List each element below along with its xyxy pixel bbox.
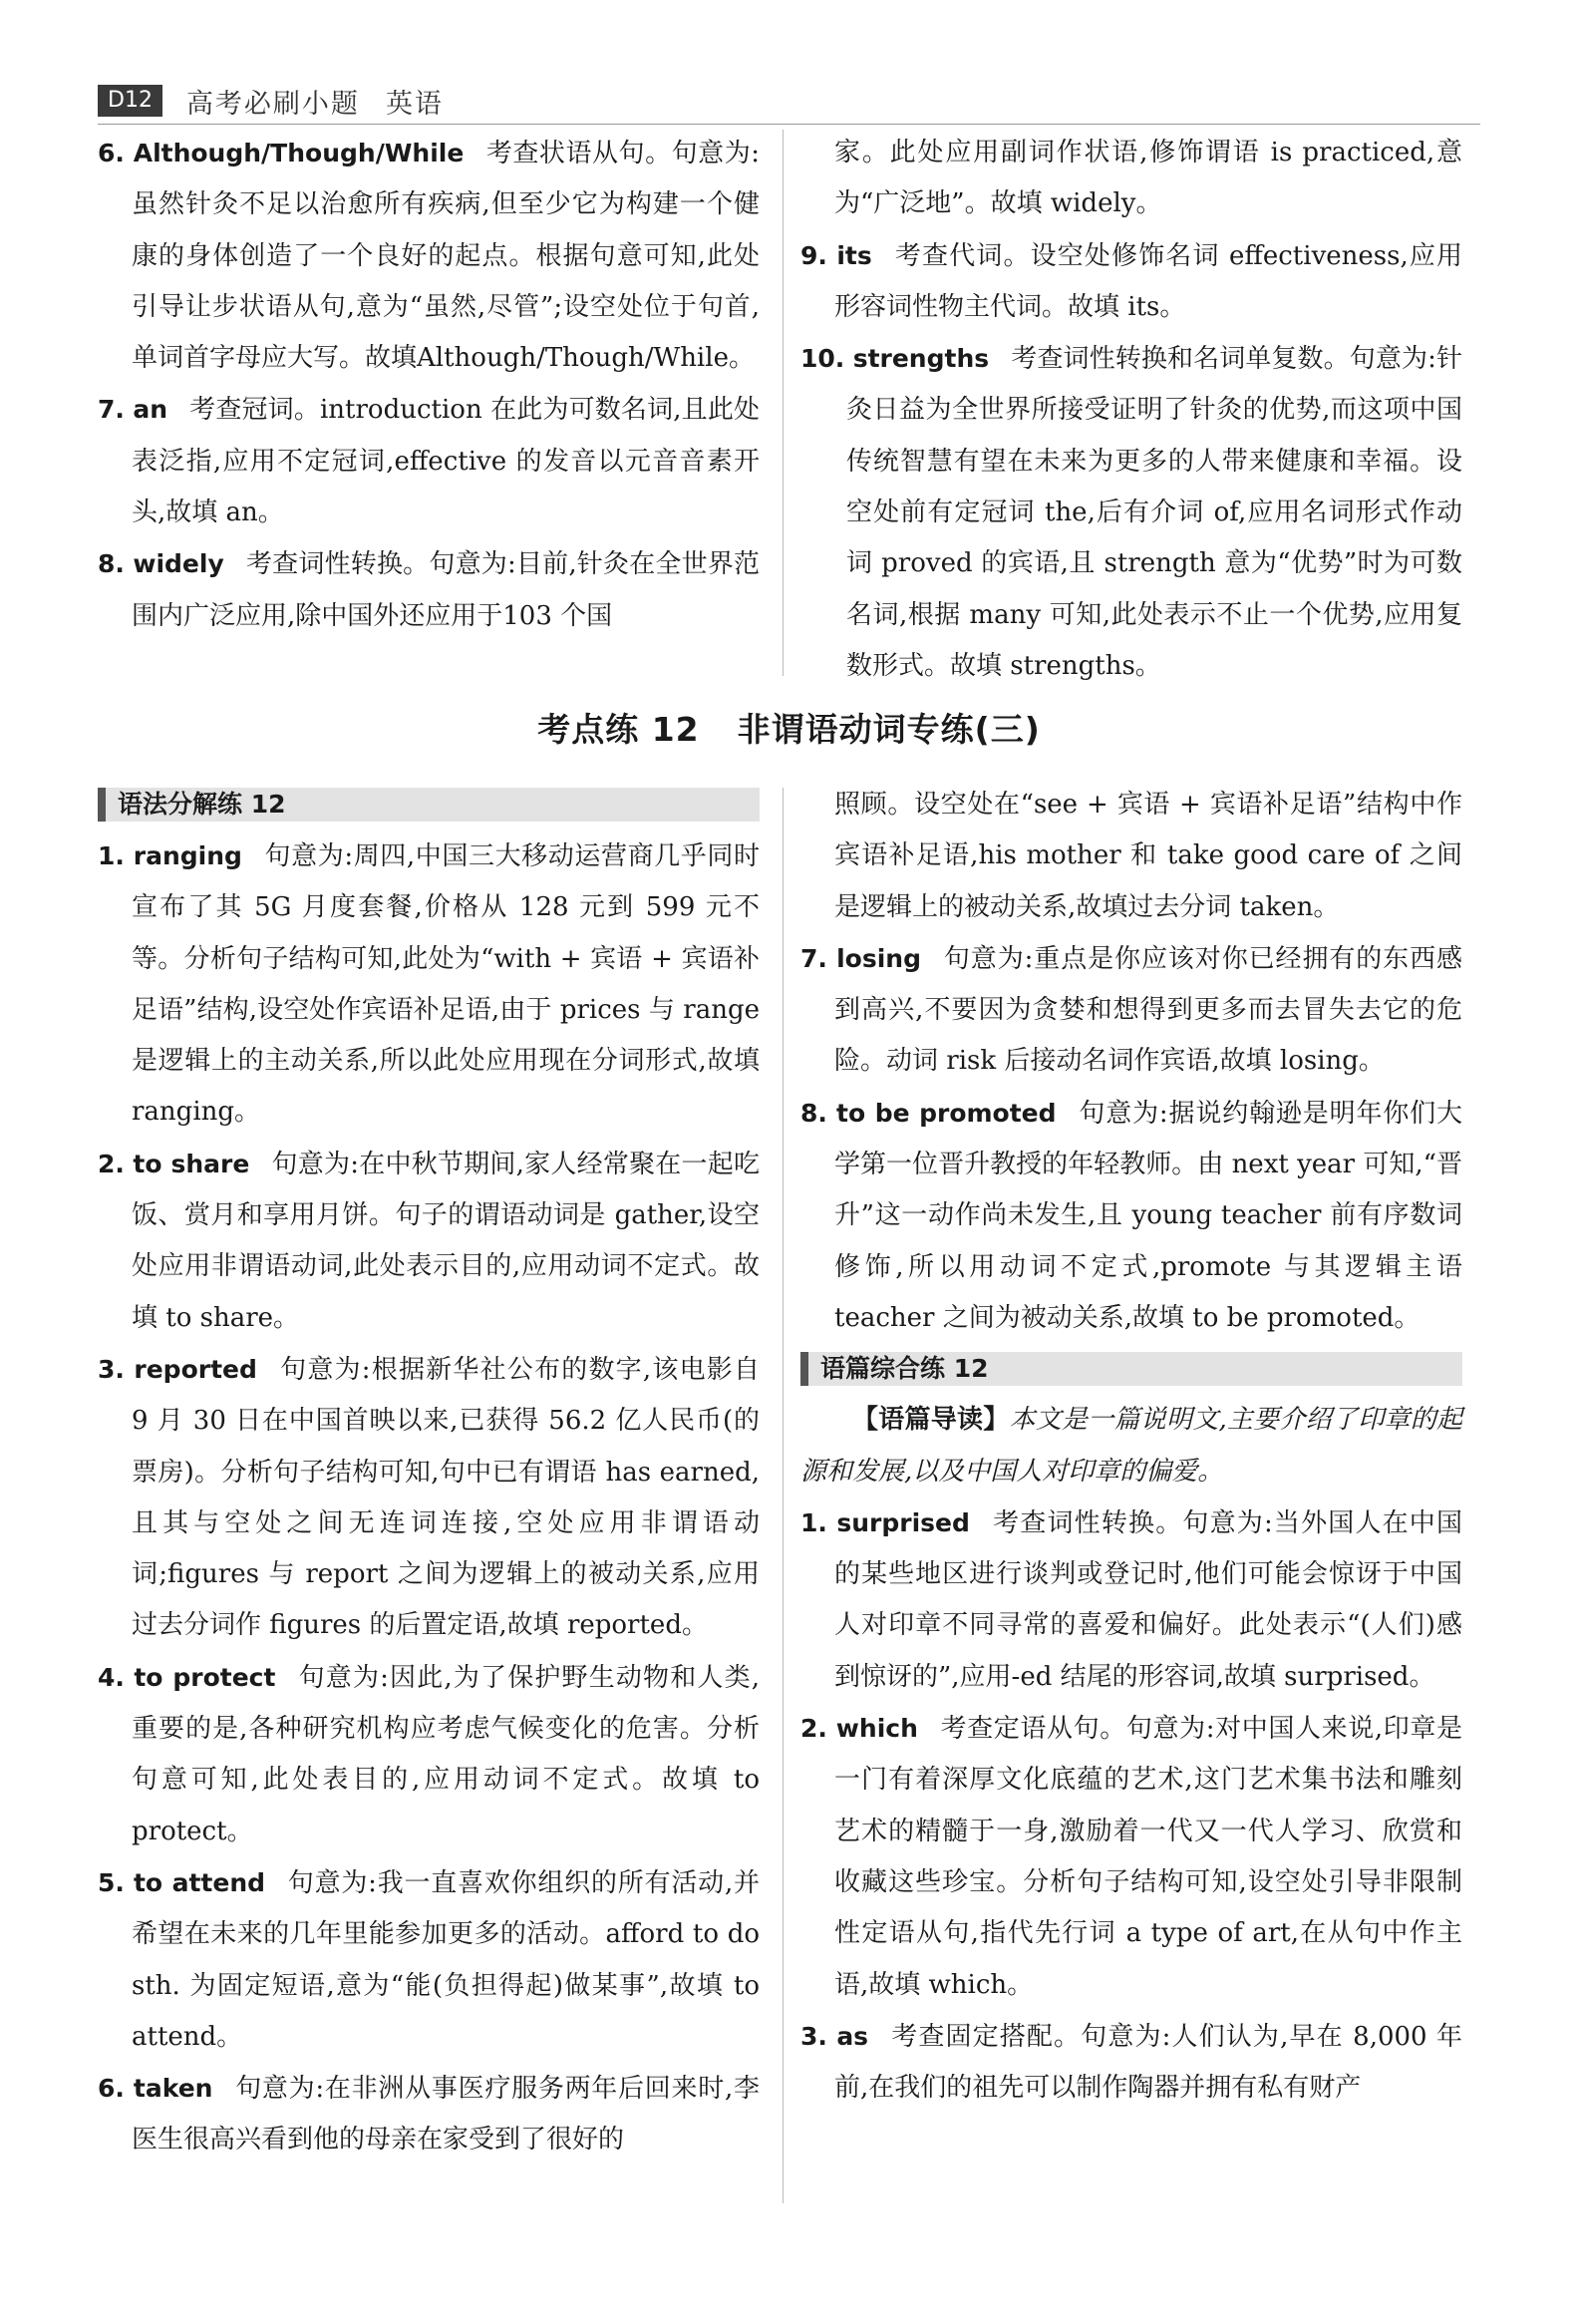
answer-item [800,2011,1462,2115]
item-number: 8. [98,549,125,579]
item-answer: surprised [836,1507,970,1537]
subject-label: 英语 [385,88,444,120]
item-explanation: 句意为:周四,中国三大移动运营商几乎同时宣布了其 5G 月度套餐,价格从 128 元到 599 元不等。分析句子结构可知,此处为“with + 宾语 + 宾语补足语”结构,设空处作宾语补足语,由于 prices 与 range 是逻辑上的主动关系,所以此处应用现在分词形式,故填 ranging。 [132,841,761,1128]
answer-item [98,1857,760,2063]
section-title-topic: 非谓语动词专练(三) [737,710,1041,749]
item-number: 2. [98,1149,125,1178]
continued-explanation: 照顾。设空处在“see + 宾语 + 宾语补足语”结构中作宾语补足语,his mother 和 take good care of 之间是逻辑上的被动关系,故填过去分词 taken。 [834,790,1462,922]
item-number: 3. [800,2021,827,2051]
column-divider-top [783,130,784,676]
item-answer: ranging [133,841,242,870]
answer-item [98,1139,760,1344]
item-number: 4. [98,1662,125,1692]
top-right-column [800,128,1462,692]
item-number: 1. [800,1507,827,1537]
item-number: 9. [800,240,827,270]
item-explanation: 考查词性转换。句意为:当外国人在中国的某些地区进行谈判或登记时,他们可能会惊讶于中国人对印章不同寻常的喜爱和偏好。此处表示“(人们)感到惊讶的”,应用-ed 结尾的形容词,故填 surprised。 [834,1507,1462,1692]
answer-item [98,1652,760,1857]
answer-item [800,1088,1462,1344]
item-explanation: 句意为:在中秋节期间,家人经常聚在一起吃饭、赏月和享用月饼。句子的谓语动词是 gather,设空处应用非谓语动词,此处表示目的,应用动词不定式。故填 to share。 [132,1149,760,1333]
item-answer: to be promoted [836,1098,1057,1128]
passage-section-label: 语篇综合练 12 [800,1352,1462,1386]
item-explanation: 句意为:根据新华社公布的数字,该电影自 9 月 30 日在中国首映以来,已获得 56.2 亿人民币(的票房)。分析句子结构可知,句中已有谓语 has earned,且其与空处之间无连词连接,空处应用非谓语动词;figures 与 report 之间为逻辑上的被动关系,应用过去分词作 figures 的后置定语,故填 reported。 [132,1354,760,1641]
item-answer: strengths [852,344,990,374]
item-answer: widely [133,549,224,579]
item-explanation: 句意为:据说约翰逊是明年你们大学第一位晋升教授的年轻教师。由 next year 可知,“晋升”这一动作尚未发生,且 young teacher 前有序数词修饰,所以用动词不定式,promote 与其逻辑主语 teacher 之间为被动关系,故填 to be promoted。 [834,1098,1463,1333]
grammar-left-column [98,780,760,2166]
item-explanation: 考查状语从句。句意为:虽然针灸不足以治愈所有疾病,但至少它为构建一个健康的身体创造了一个良好的起点。根据句意可知,此处引导让步状语从句,意为“虽然,尽管”;设空处位于句首,单词首字母应大写。故填Although/Though/While。 [132,139,761,374]
guide-tag: 【语篇导读】 [852,1405,1010,1436]
answer-item [800,333,1462,692]
section-title-number: 考点练 12 [537,710,700,749]
item-number: 6. [98,139,125,167]
item-answer: taken [133,2074,213,2104]
item-explanation: 考查代词。设空处修饰名词 effectiveness,应用形容词性物主代词。故填 its。 [834,240,1463,322]
answer-item [98,538,760,642]
top-left-column [98,128,760,642]
item-number: 6. [98,2074,125,2104]
item-explanation: 句意为:重点是你应该对你已经拥有的东西感到高兴,不要因为贪婪和想得到更多而去冒失去它的危险。动词 risk 后接动名词作宾语,故填 losing。 [834,943,1463,1077]
item-number: 5. [98,1867,125,1897]
answer-item [98,128,760,384]
item-number: 7. [800,943,827,973]
item-number: 2. [800,1714,827,1744]
continued-explanation: 家。此处应用副词作状语,修饰谓语 is practiced,意为“广泛地”。故填 widely。 [834,138,1462,219]
guide-text: 本文是一篇说明文,主要介绍了印章的起源和发展,以及中国人对印章的偏爱。 [800,1405,1462,1487]
item-answer: an [133,395,168,425]
answer-item [98,2063,760,2166]
item-answer: to protect [134,1662,276,1692]
item-explanation: 句意为:因此,为了保护野生动物和人类,重要的是,各种研究机构应考虑气候变化的危害。分析句意可知,此处表目的,应用动词不定式。故填 to protect。 [132,1662,761,1846]
item-explanation: 句意为:我一直喜欢你组织的所有活动,并希望在未来的几年里能参加更多的活动。afford to do sth. 为固定短语,意为“能(负担得起)做某事”,故填 to attend。 [132,1867,761,2052]
item-explanation: 考查冠词。introduction 在此为可数名词,且此处表泛指,应用不定冠词,effective 的发音以元音音素开头,故填 an。 [132,395,761,528]
book-title-line [186,82,470,121]
item-explanation: 句意为:在非洲从事医疗服务两年后回来时,李医生很高兴看到他的母亲在家受到了很好的 [132,2074,761,2156]
item-explanation: 考查定语从句。句意为:对中国人来说,印章是一门有着深厚文化底蕴的艺术,这门艺术集书法和雕刻艺术的精髓于一身,激励着一代又一代人学习、欣赏和收藏这些珍宝。分析句子结构可知,设空处引导非限制性定语从句,指代先行词 a type of art,在从句中作主语,故填 which。 [834,1714,1462,2000]
item-explanation: 考查固定搭配。句意为:人们认为,早在 8,000 年前,在我们的祖先可以制作陶器并拥有私有财产 [834,2021,1462,2104]
item-answer: to attend [133,1867,266,1897]
item-answer: losing [836,943,921,973]
answer-item [98,384,760,538]
item-answer: Although/Though/While [133,139,465,167]
item-number: 8. [800,1098,827,1128]
item-explanation: 考查词性转换和名词单复数。句意为:针灸日益为全世界所接受证明了针灸的优势,而这项中国传统智慧有望在未来为更多的人带来健康和幸福。设空处前有定冠词 the,后有介词 of,应用名词形式作动词 proved 的宾语,且 strength 意为“优势”时为可数名词,根据 many 可知,此处表示不止一个优势,应用复数形式。故填 strengths。 [846,344,1463,681]
item-number: 7. [98,395,125,425]
answer-item [800,1497,1462,1703]
page-code-badge: D12 [98,85,162,117]
answer-item [800,1703,1462,2011]
grammar-section-label: 语法分解练 12 [98,788,760,822]
item-number: 1. [98,841,125,870]
section-title [98,704,1480,751]
item-number: 10. [800,344,845,374]
item-answer: which [835,1714,918,1744]
column-divider-bottom [783,788,784,2203]
item-number: 3. [98,1354,125,1384]
answer-item [98,830,760,1139]
item-answer: to share [133,1149,250,1178]
grammar-right-column [800,780,1462,2114]
answer-item [800,230,1462,334]
item-explanation: 考查词性转换。句意为:目前,针灸在全世界范围内广泛应用,除中国外还应用于103 个国 [132,549,760,631]
passage-guide [800,1395,1462,1497]
item-answer: reported [134,1354,257,1384]
page-header [98,84,470,118]
book-title: 高考必刷小题 [185,88,360,120]
item-answer: as [836,2021,869,2051]
answer-item [800,933,1462,1088]
header-rule [98,124,1480,125]
item-answer: its [836,240,872,270]
answer-item [98,1344,760,1652]
